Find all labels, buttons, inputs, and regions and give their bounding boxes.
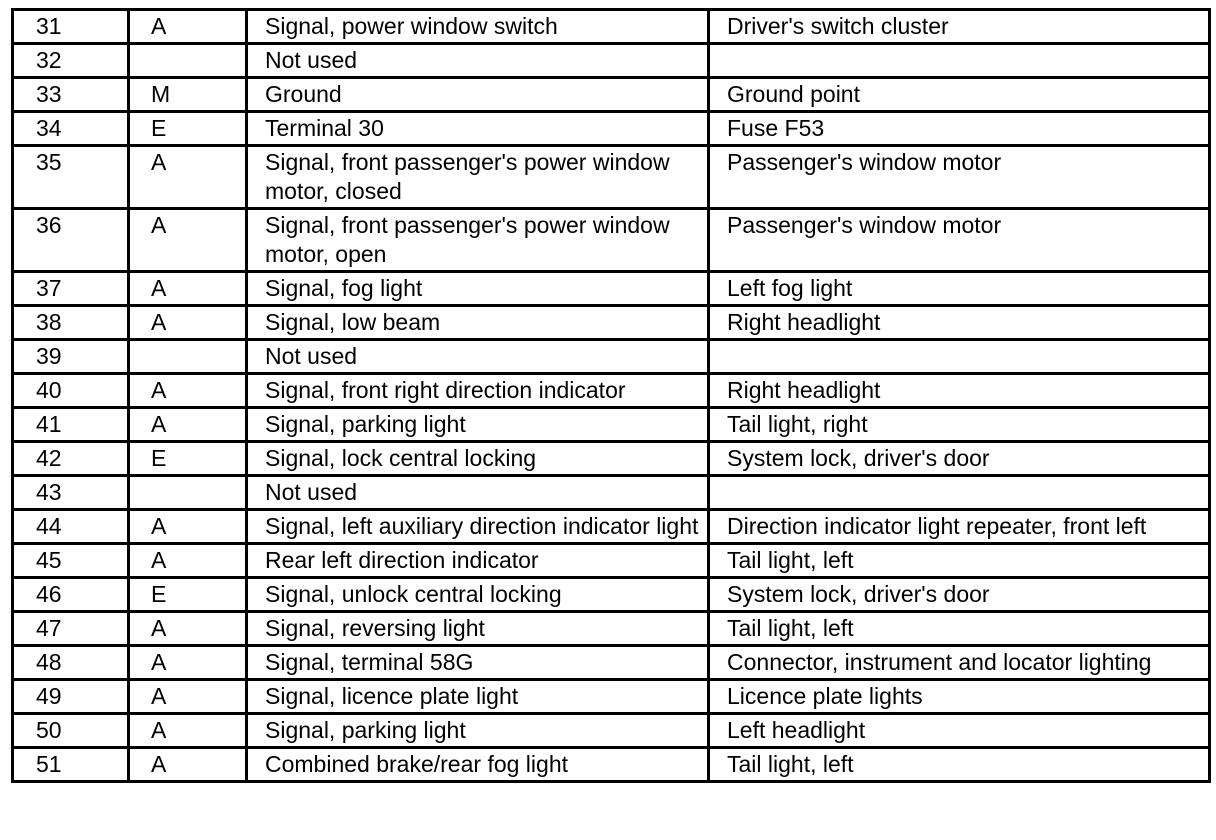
signal-type-cell xyxy=(129,44,247,78)
table-row xyxy=(13,209,1210,272)
pin-number-cell: 40 xyxy=(13,374,129,408)
table-row xyxy=(13,112,1210,146)
description-cell: Signal, front passenger's power window motor, closed xyxy=(247,146,709,209)
signal-type-cell: A xyxy=(129,680,247,714)
table-row xyxy=(13,578,1210,612)
signal-type-cell: A xyxy=(129,209,247,272)
component-cell: Left headlight xyxy=(709,714,1210,748)
pin-number-cell: 49 xyxy=(13,680,129,714)
component-cell: Connector, instrument and locator lighting xyxy=(709,646,1210,680)
signal-type-cell: A xyxy=(129,646,247,680)
table-row xyxy=(13,510,1210,544)
pin-number-cell: 32 xyxy=(13,44,129,78)
component-cell: Fuse F53 xyxy=(709,112,1210,146)
signal-type-cell: A xyxy=(129,146,247,209)
description-cell: Not used xyxy=(247,44,709,78)
description-cell: Signal, unlock central locking xyxy=(247,578,709,612)
pin-number-cell: 33 xyxy=(13,78,129,112)
component-cell: System lock, driver's door xyxy=(709,578,1210,612)
description-cell: Ground xyxy=(247,78,709,112)
table-row xyxy=(13,146,1210,209)
pin-number-cell: 48 xyxy=(13,646,129,680)
table-row xyxy=(13,340,1210,374)
table-row xyxy=(13,476,1210,510)
pin-number-cell: 51 xyxy=(13,748,129,782)
component-cell xyxy=(709,340,1210,374)
signal-type-cell: A xyxy=(129,544,247,578)
pin-number-cell: 31 xyxy=(13,10,129,44)
table-row xyxy=(13,544,1210,578)
pin-number-cell: 45 xyxy=(13,544,129,578)
description-cell: Signal, lock central locking xyxy=(247,442,709,476)
signal-type-cell: E xyxy=(129,442,247,476)
pin-number-cell: 50 xyxy=(13,714,129,748)
description-cell: Rear left direction indicator xyxy=(247,544,709,578)
table-row xyxy=(13,374,1210,408)
description-cell: Signal, power window switch xyxy=(247,10,709,44)
description-cell: Signal, fog light xyxy=(247,272,709,306)
table-row xyxy=(13,272,1210,306)
description-cell: Signal, parking light xyxy=(247,408,709,442)
description-cell: Combined brake/rear fog light xyxy=(247,748,709,782)
component-cell: Left fog light xyxy=(709,272,1210,306)
signal-type-cell: A xyxy=(129,408,247,442)
signal-type-cell xyxy=(129,340,247,374)
pin-number-cell: 47 xyxy=(13,612,129,646)
description-cell: Signal, parking light xyxy=(247,714,709,748)
component-cell: Tail light, left xyxy=(709,748,1210,782)
pin-number-cell: 43 xyxy=(13,476,129,510)
component-cell: Tail light, left xyxy=(709,612,1210,646)
table-row xyxy=(13,408,1210,442)
description-cell: Signal, licence plate light xyxy=(247,680,709,714)
component-cell: Tail light, right xyxy=(709,408,1210,442)
signal-type-cell: A xyxy=(129,10,247,44)
signal-type-cell: A xyxy=(129,306,247,340)
table-body xyxy=(13,10,1210,782)
pin-number-cell: 44 xyxy=(13,510,129,544)
description-cell: Signal, reversing light xyxy=(247,612,709,646)
signal-type-cell: A xyxy=(129,612,247,646)
table-row xyxy=(13,44,1210,78)
pin-number-cell: 46 xyxy=(13,578,129,612)
description-cell: Signal, left auxiliary direction indicator light xyxy=(247,510,709,544)
component-cell: Right headlight xyxy=(709,306,1210,340)
pin-number-cell: 37 xyxy=(13,272,129,306)
signal-type-cell: A xyxy=(129,714,247,748)
component-cell: Passenger's window motor xyxy=(709,146,1210,209)
description-cell: Signal, front passenger's power window motor, open xyxy=(247,209,709,272)
description-cell: Signal, low beam xyxy=(247,306,709,340)
description-cell: Not used xyxy=(247,476,709,510)
signal-type-cell: E xyxy=(129,578,247,612)
connector-pin-table-container xyxy=(11,8,1208,783)
signal-type-cell: A xyxy=(129,374,247,408)
pin-number-cell: 38 xyxy=(13,306,129,340)
component-cell: Right headlight xyxy=(709,374,1210,408)
signal-type-cell: A xyxy=(129,748,247,782)
table-row xyxy=(13,78,1210,112)
table-row xyxy=(13,646,1210,680)
component-cell: Ground point xyxy=(709,78,1210,112)
pin-number-cell: 36 xyxy=(13,209,129,272)
signal-type-cell xyxy=(129,476,247,510)
pin-number-cell: 34 xyxy=(13,112,129,146)
table-row xyxy=(13,612,1210,646)
component-cell: Passenger's window motor xyxy=(709,209,1210,272)
pin-number-cell: 35 xyxy=(13,146,129,209)
component-cell: Direction indicator light repeater, front left xyxy=(709,510,1210,544)
table-row xyxy=(13,748,1210,782)
table-row xyxy=(13,306,1210,340)
description-cell: Not used xyxy=(247,340,709,374)
description-cell: Signal, terminal 58G xyxy=(247,646,709,680)
signal-type-cell: M xyxy=(129,78,247,112)
component-cell: Driver's switch cluster xyxy=(709,10,1210,44)
component-cell: Tail light, left xyxy=(709,544,1210,578)
component-cell xyxy=(709,44,1210,78)
pin-number-cell: 41 xyxy=(13,408,129,442)
description-cell: Terminal 30 xyxy=(247,112,709,146)
pin-number-cell: 42 xyxy=(13,442,129,476)
table-row xyxy=(13,680,1210,714)
description-cell: Signal, front right direction indicator xyxy=(247,374,709,408)
component-cell xyxy=(709,476,1210,510)
table-row xyxy=(13,10,1210,44)
component-cell: Licence plate lights xyxy=(709,680,1210,714)
pin-number-cell: 39 xyxy=(13,340,129,374)
signal-type-cell: A xyxy=(129,272,247,306)
connector-pin-table xyxy=(11,8,1211,783)
table-row xyxy=(13,442,1210,476)
table-row xyxy=(13,714,1210,748)
signal-type-cell: E xyxy=(129,112,247,146)
component-cell: System lock, driver's door xyxy=(709,442,1210,476)
signal-type-cell: A xyxy=(129,510,247,544)
